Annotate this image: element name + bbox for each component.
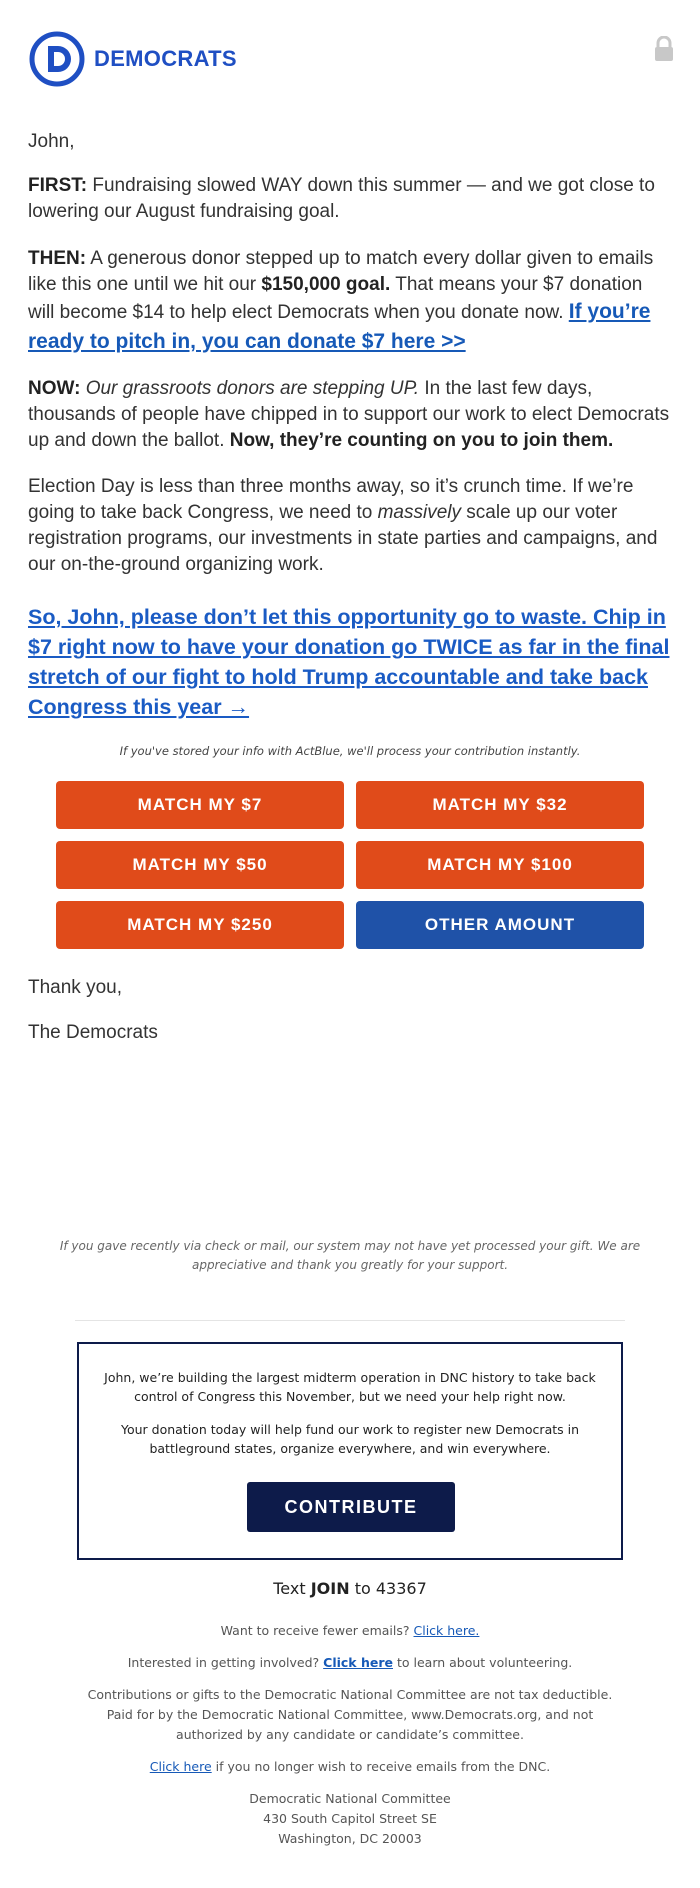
unsubscribe-link[interactable]: Click here (149, 1759, 212, 1774)
paragraph-cta (28, 602, 673, 722)
democrats-logo-icon[interactable] (29, 31, 85, 87)
mail-gift-note: If you gave recently via check or mail, our system may not have yet processed your gift. We are appreciative and thank you greatly for your support. (59, 1239, 641, 1272)
paragraph-now: NOW: Our grassroots donors are stepping UP. In the last few days, thousands of people have chipped in to support our work to elect Democrats up and down the ballot. Now, they’re counting on you to join them. (28, 378, 670, 451)
greeting: John, (28, 131, 75, 152)
box-text-2: Your donation today will help fund our work to register new Democrats in battleground states, organize everywhere, and win everywhere. (120, 1422, 580, 1456)
paragraph-then: THEN: A generous donor stepped up to match every dollar given to emails like this one until we hit our $150,000 goal. That means your $7 donation will become $14 to help elect Democrats when you donate now. If you’re ready to pitch in, you can donate $7 here >> (28, 248, 654, 353)
first-label: FIRST: (28, 175, 88, 196)
disclaimer: Contributions or gifts to the Democratic National Committee are not tax deductible. Paid for by the Democratic National Committee, www.Democrats.org, and not authorized by any candidate or candidate’s committee. (87, 1687, 613, 1742)
join-keyword: JOIN (310, 1579, 350, 1598)
lock-icon (653, 36, 675, 62)
match-7-button[interactable]: MATCH MY $7 (56, 781, 344, 829)
then-label: THEN: (28, 248, 87, 269)
chip-in-link[interactable]: So, John, please don’t let this opportunity go to waste. Chip in $7 right now to have your donation go TWICE as far in the final stretch of our fight to hold Trump accountable and take back Congress this year → (28, 605, 670, 719)
logo-text[interactable]: DEMOCRATS (94, 46, 237, 71)
email-header (0, 0, 700, 115)
box-text-1: John, we’re building the largest midterm operation in DNC history to take back control of Congress this November, but we need your help right now. (104, 1370, 596, 1404)
text-join-line: Text JOIN to 43367 (273, 1579, 427, 1598)
org-street: 430 South Capitol Street SE (263, 1811, 437, 1826)
org-city: Washington, DC 20003 (278, 1831, 422, 1846)
contribute-button[interactable]: CONTRIBUTE (247, 1482, 455, 1532)
fewer-emails-line: Want to receive fewer emails? Click here. (220, 1623, 480, 1638)
unsubscribe-line: Click here if you no longer wish to receive emails from the DNC. (149, 1759, 551, 1774)
match-100-button[interactable]: MATCH MY $100 (356, 841, 644, 889)
goal-amount: $150,000 goal. (261, 273, 391, 295)
match-250-button[interactable]: MATCH MY $250 (56, 901, 344, 949)
thank-you: Thank you, (28, 977, 122, 998)
first-text: Fundraising slowed WAY down this summer — and we got close to lowering our August fundraising goal. (28, 175, 655, 222)
match-50-button[interactable]: MATCH MY $50 (56, 841, 344, 889)
paragraph-election: Election Day is less than three months away, so it’s crunch time. If we’re going to take back Congress, we need to massively scale up our voter registration programs, our investments in state parties and campaigns, and our on-the-ground organizing work. (28, 476, 658, 575)
donate-7-link[interactable]: If you’re ready to pitch in, you can donate $7 here >> (28, 300, 651, 353)
volunteer-link[interactable]: Click here (323, 1655, 393, 1670)
other-amount-button[interactable]: OTHER AMOUNT (356, 901, 644, 949)
match-32-button[interactable]: MATCH MY $32 (356, 781, 644, 829)
footer-divider (75, 1320, 625, 1321)
org-name: Democratic National Committee (249, 1791, 451, 1806)
paragraph-first (28, 173, 673, 225)
fewer-emails-link[interactable]: Click here. (413, 1623, 480, 1638)
signature: The Democrats (28, 1022, 158, 1043)
contribute-box (77, 1342, 623, 1560)
now-label: NOW: (28, 378, 81, 399)
volunteer-line: Interested in getting involved? Click here to learn about volunteering. (127, 1655, 573, 1670)
actblue-note: If you've stored your info with ActBlue, we'll process your contribution instantly. (119, 744, 581, 758)
